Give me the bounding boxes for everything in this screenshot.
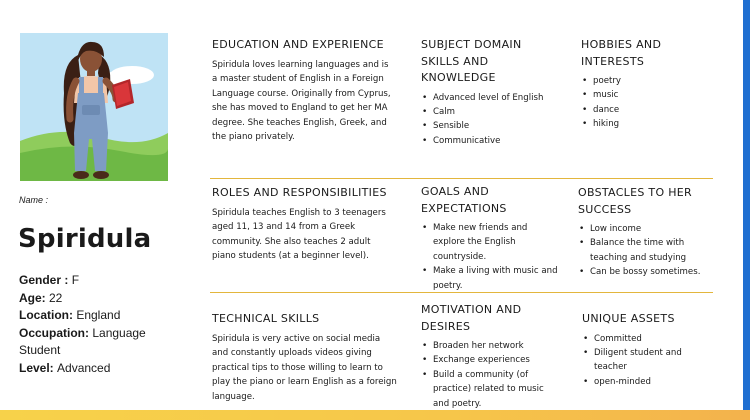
fact-location: Location: England [19,308,121,323]
list-item: • Broaden her network [421,339,561,353]
section-list [421,221,561,293]
section-body: Spiridula loves learning languages and is a master student of English in a Foreign Language course. Originally from Cyprus, she has moved to England to get her MA degree. She teaches English, Greek, and the piano privately. [212,59,391,143]
fact-occupation-cont: Student [19,343,61,358]
list-item: • Can be bossy sometimes. [578,265,710,279]
section-obstacles [578,185,710,280]
list-item: • hiking [581,117,706,131]
list-item: • Diligent student and teacher [582,346,707,375]
section-title: ROLES AND RESPONSIBILITIES [212,186,387,199]
section-technical [212,311,397,404]
section-title: UNIQUE ASSETS [582,312,675,325]
section-title: GOALS AND EXPECTATIONS [421,185,507,215]
section-unique-assets [582,311,707,389]
section-list [582,332,707,390]
accent-strip [743,0,750,420]
section-title: TECHNICAL SKILLS [212,312,320,325]
footer-strip [0,410,750,420]
list-item: • poetry [581,74,706,88]
list-item: • Advanced level of English [421,91,561,105]
list-item: • music [581,88,706,102]
list-item: • Committed [582,332,707,346]
list-item: • Make new friends and explore the English countryside. [421,221,561,264]
section-body: Spiridula is very active on social media and constantly uploads videos giving practical tips to those willing to learn to play the piano or learn English as a foreign language. [212,333,397,402]
section-title: SUBJECT DOMAIN SKILLS AND KNOWLEDGE [421,38,522,84]
section-hobbies [581,37,706,132]
persona-facts [19,272,146,378]
section-education [212,37,392,145]
fact-age: Age: 22 [19,290,63,305]
fact-level: Level: Advanced [19,360,111,375]
section-subject-domain [421,37,561,148]
section-list [581,74,706,132]
woman-holding-book-illustration [20,33,168,181]
section-list [421,339,561,411]
list-item: • Build a community (of practice) related to music and poetry. [421,368,561,411]
section-title: MOTIVATION AND DESIRES [421,303,522,333]
section-title: EDUCATION AND EXPERIENCE [212,38,384,51]
section-list [578,222,710,280]
name-caption: Name : [19,195,49,205]
persona-name: Spiridula [18,224,152,254]
section-roles [212,185,392,264]
fact-occupation: Occupation: Language [19,325,146,340]
section-list [421,91,561,149]
list-item: • Sensible [421,119,561,133]
list-item: • dance [581,103,706,117]
list-item: • Calm [421,105,561,119]
list-item: • Communicative [421,134,561,148]
fact-gender: Gender : F [19,273,80,287]
divider [210,178,713,179]
section-title: HOBBIES AND INTERESTS [581,38,662,68]
list-item: • Exchange experiences [421,353,561,367]
section-body: Spiridula teaches English to 3 teenagers aged 11, 13 and 14 from a Greek community. She also teaches 2 adult piano students (at a beginner level). [212,207,386,262]
section-title: OBSTACLES TO HER SUCCESS [578,186,692,216]
persona-illustration [20,33,168,181]
list-item: • open-minded [582,375,707,389]
list-item: • Low income [578,222,710,236]
list-item: • Make a living with music and poetry. [421,264,561,293]
list-item: • Balance the time with teaching and studying [578,236,710,265]
section-goals [421,184,561,293]
divider [210,292,713,293]
section-motivation [421,302,561,411]
